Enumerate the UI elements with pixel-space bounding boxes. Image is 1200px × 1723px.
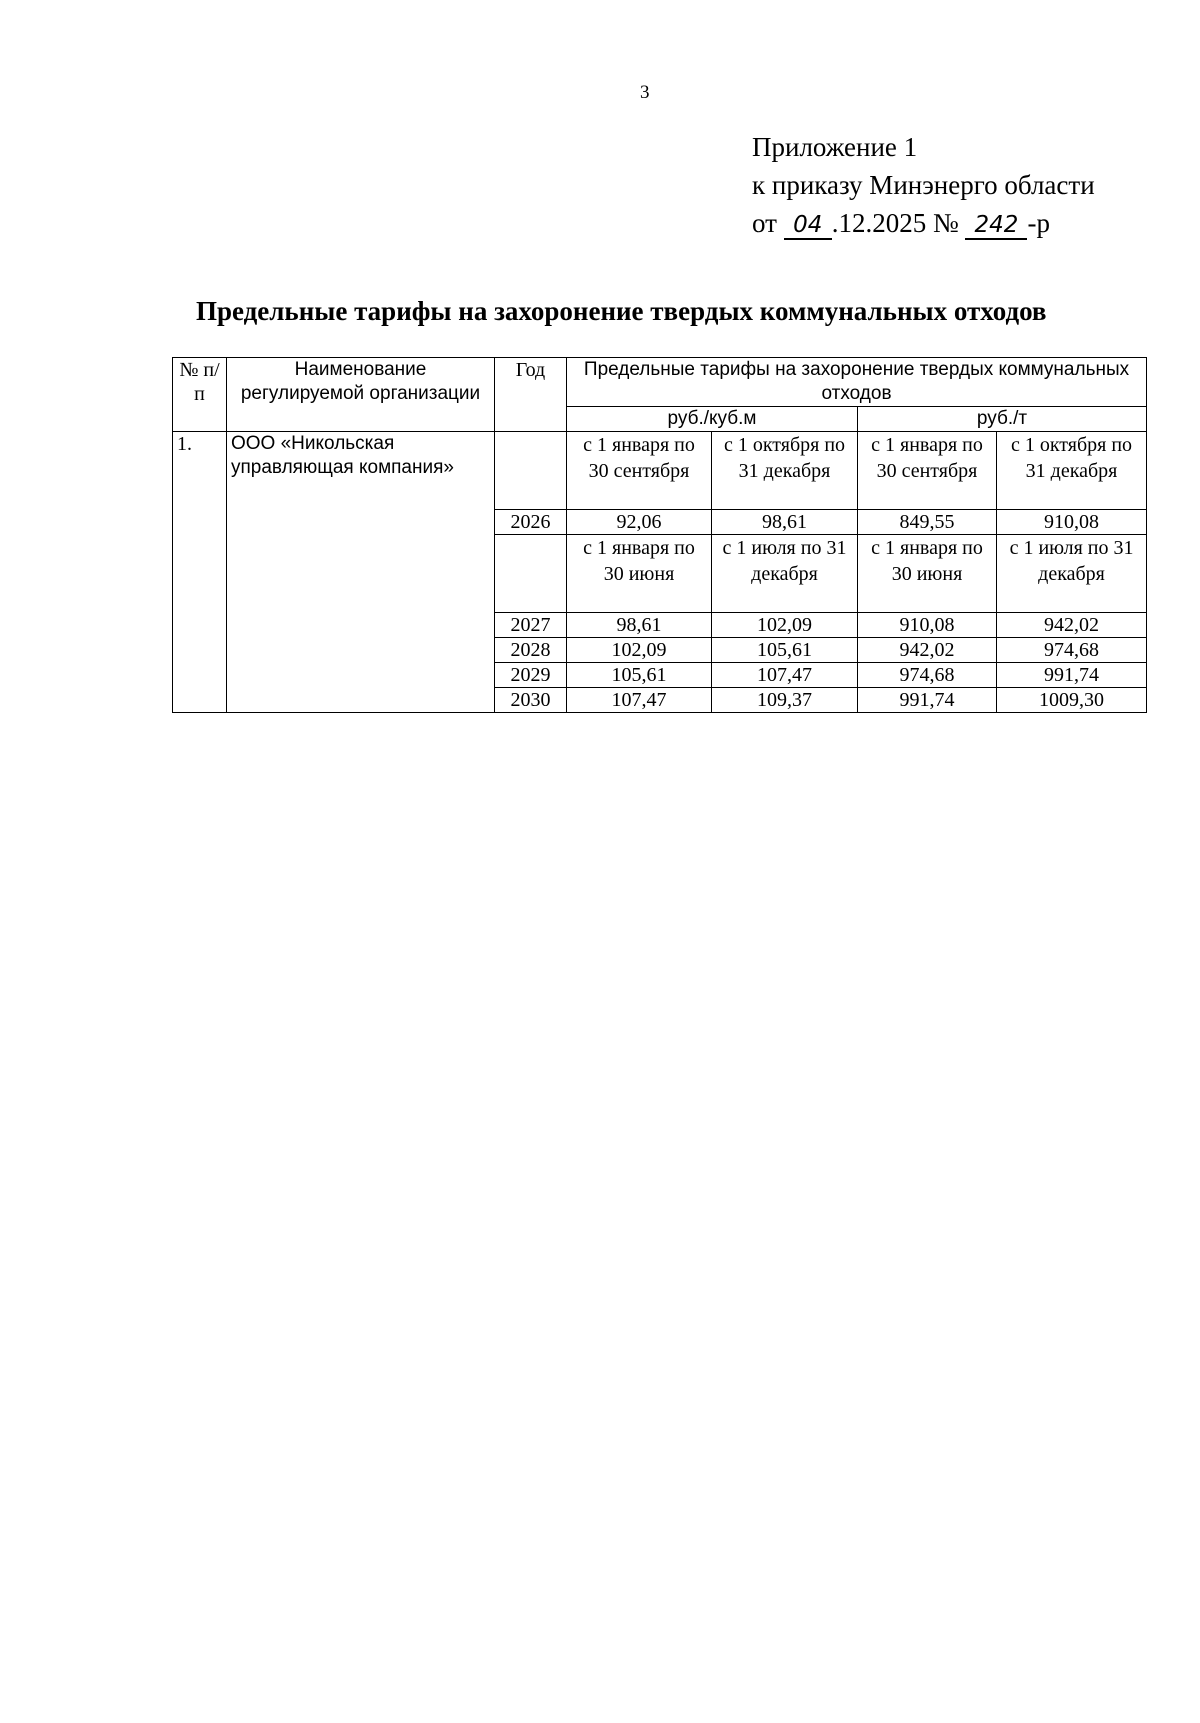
period-cell: с 1 января по 30 июня bbox=[858, 535, 997, 613]
value-cell: 991,74 bbox=[858, 688, 997, 713]
page-number: 3 bbox=[640, 82, 650, 103]
value-cell: 92,06 bbox=[567, 510, 712, 535]
value-cell: 910,08 bbox=[997, 510, 1147, 535]
period-cell: с 1 января по 30 сентября bbox=[858, 432, 997, 510]
value-cell: 105,61 bbox=[712, 638, 858, 663]
period-cell: с 1 января по 30 июня bbox=[567, 535, 712, 613]
period-cell: с 1 июля по 31 декабря bbox=[997, 535, 1147, 613]
value-cell: 910,08 bbox=[858, 613, 997, 638]
date-prefix: от bbox=[752, 208, 777, 238]
year-cell: 2026 bbox=[495, 510, 567, 535]
header-organization: Наименование регулируемой организации bbox=[227, 358, 495, 432]
value-cell: 105,61 bbox=[567, 663, 712, 688]
value-cell: 942,02 bbox=[858, 638, 997, 663]
value-cell: 849,55 bbox=[858, 510, 997, 535]
year-cell: 2027 bbox=[495, 613, 567, 638]
period-cell: с 1 октября по 31 декабря bbox=[997, 432, 1147, 510]
value-cell: 107,47 bbox=[567, 688, 712, 713]
appendix-title: Приложение 1 bbox=[752, 132, 918, 162]
value-cell: 98,61 bbox=[712, 510, 858, 535]
year-cell: 2029 bbox=[495, 663, 567, 688]
value-cell: 1009,30 bbox=[997, 688, 1147, 713]
value-cell: 102,09 bbox=[712, 613, 858, 638]
header-unit-weight: руб./т bbox=[858, 407, 1147, 432]
year-cell: 2030 bbox=[495, 688, 567, 713]
value-cell: 107,47 bbox=[712, 663, 858, 688]
value-cell: 98,61 bbox=[567, 613, 712, 638]
year-cell-empty bbox=[495, 432, 567, 510]
value-cell: 991,74 bbox=[997, 663, 1147, 688]
period-cell: с 1 октября по 31 декабря bbox=[712, 432, 858, 510]
row-number-cell: 1. bbox=[173, 432, 227, 713]
handwritten-order-number: 242 bbox=[965, 212, 1027, 240]
header-year: Год bbox=[495, 358, 567, 432]
year-cell: 2028 bbox=[495, 638, 567, 663]
organization-cell: ООО «Никольская управляющая компания» bbox=[227, 432, 495, 713]
appendix-block bbox=[752, 128, 1095, 242]
order-suffix: -р bbox=[1027, 208, 1050, 238]
date-rest: .12.2025 № bbox=[831, 208, 959, 238]
appendix-order-date bbox=[752, 204, 1095, 242]
header-tariffs: Предельные тарифы на захоронение твердых коммунальных отходов bbox=[567, 358, 1147, 407]
handwritten-day: 04 bbox=[784, 212, 832, 240]
header-num: № п/п bbox=[173, 358, 227, 432]
header-unit-volume: руб./куб.м bbox=[567, 407, 858, 432]
period-row-2026 bbox=[173, 432, 1147, 510]
document-title: Предельные тарифы на захоронение твердых коммунальных отходов bbox=[196, 296, 1047, 326]
value-cell: 102,09 bbox=[567, 638, 712, 663]
tariffs-table bbox=[172, 357, 1147, 713]
value-cell: 974,68 bbox=[997, 638, 1147, 663]
value-cell: 109,37 bbox=[712, 688, 858, 713]
header-row-1 bbox=[173, 358, 1147, 407]
value-cell: 974,68 bbox=[858, 663, 997, 688]
year-cell-empty bbox=[495, 535, 567, 613]
period-cell: с 1 июля по 31 декабря bbox=[712, 535, 858, 613]
value-cell: 942,02 bbox=[997, 613, 1147, 638]
period-cell: с 1 января по 30 сентября bbox=[567, 432, 712, 510]
appendix-order-reference: к приказу Минэнерго области bbox=[752, 170, 1095, 200]
